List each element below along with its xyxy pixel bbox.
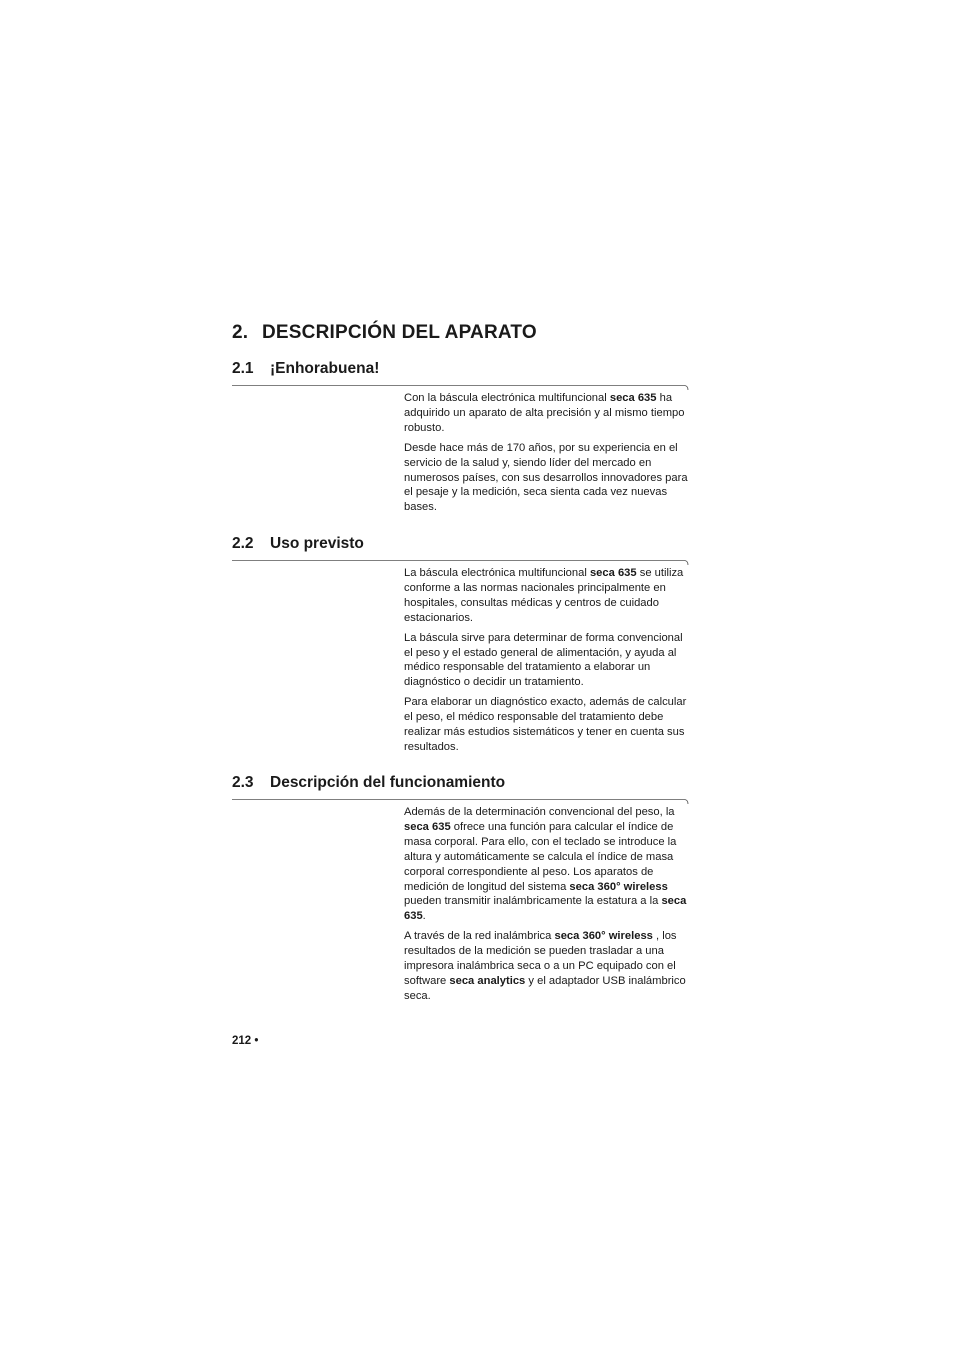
section-number: 2.3: [232, 774, 254, 791]
body-paragraph: [404, 566, 692, 626]
text-run: ha adquirido un aparato de alta precisión y al mismo tiempo robusto.: [404, 392, 685, 434]
chapter-title: [232, 322, 537, 344]
text-run: pueden transmitir inalámbricamente la estatura a la: [404, 895, 662, 908]
section-divider: [232, 556, 690, 566]
footer-bullet: •: [254, 1035, 259, 1047]
text-run: Con la báscula electrónica multifuncional: [404, 392, 610, 404]
text-run: A través de la red inalámbrica: [404, 930, 555, 943]
page-footer: [232, 1035, 258, 1047]
chapter-number: 2.: [232, 322, 249, 343]
section-title: [232, 772, 690, 794]
text-run: Desde hace más de 170 años, por su experiencia en el servicio de la salud y, siendo líder del mercado en numerosos países, con sus desarrollos innovadores para el pesaje y la medición, seca sienta cada vez nuevas bases.: [404, 441, 688, 514]
page-number: 212: [232, 1035, 252, 1047]
text-run: y el adaptador USB inalámbrico seca.: [404, 974, 686, 1002]
product-name: seca 635: [404, 895, 687, 923]
section-title: [232, 533, 690, 555]
text-run: La báscula sirve para determinar de forma convencional el peso y el estado general de alimentación, y ayuda al médico responsable del tratamiento a elaborar un diagnóstico o decidir un tratamiento.: [404, 631, 683, 689]
section-title-text: Uso previsto: [270, 535, 364, 552]
section-divider: [232, 381, 690, 391]
section-body: [404, 805, 692, 1004]
section-body: [404, 566, 692, 755]
text-run: , los resultados de la medición se pueden trasladar a una impresora inalámbrica seca o a un PC equipado con el software: [404, 930, 677, 987]
section-title-text: ¡Enhorabuena!: [270, 360, 380, 377]
text-run: se utiliza conforme a las normas nacionales principalmente en hospitales, consultas médicas y centros de cuidado estacionarios.: [404, 567, 684, 624]
product-name: seca analytics: [449, 974, 526, 987]
body-paragraph: [404, 391, 692, 436]
text-run: .: [422, 910, 426, 923]
product-name: seca 360° wireless: [554, 930, 653, 943]
section-title: [232, 358, 690, 380]
section-enhorabuena: [232, 358, 690, 520]
product-name: seca 635: [404, 820, 451, 833]
product-name: seca 635: [589, 567, 637, 579]
body-paragraph: [404, 805, 692, 924]
section-uso-previsto: [232, 533, 690, 760]
text-run: Para elaborar un diagnóstico exacto, además de calcular el peso, el médico responsable del tratamiento debe realizar más estudios sistemáticos y tener en cuenta sus resultados.: [404, 696, 687, 753]
section-number: 2.1: [232, 360, 254, 377]
body-paragraph: [404, 695, 692, 755]
section-divider: [232, 795, 690, 805]
section-body: [404, 391, 692, 515]
body-paragraph: [404, 441, 692, 516]
text-run: ofrece una función para calcular el índice de masa corporal. Para ello, con el teclado se introduce la altura y automáticamente se calcula el índice de masa corporal correspondiente al peso. Los aparatos de medición de longitud del sistema: [404, 820, 677, 893]
product-name: seca 360° wireless: [569, 880, 668, 893]
body-paragraph: [404, 631, 692, 691]
section-divider-line: [232, 381, 690, 391]
section-number: 2.2: [232, 535, 254, 552]
section-divider-line: [232, 556, 690, 566]
chapter-title-text: DESCRIPCIÓN DEL APARATO: [262, 322, 537, 343]
body-paragraph: [404, 929, 692, 1004]
product-name: seca 635: [609, 392, 657, 404]
text-run: Además de la determinación convencional del peso, la: [404, 806, 675, 818]
section-descripcion-funcionamiento: [232, 772, 690, 1009]
text-run: La báscula electrónica multifuncional: [404, 567, 590, 579]
section-title-text: Descripción del funcionamiento: [270, 774, 506, 791]
section-divider-line: [232, 795, 690, 805]
